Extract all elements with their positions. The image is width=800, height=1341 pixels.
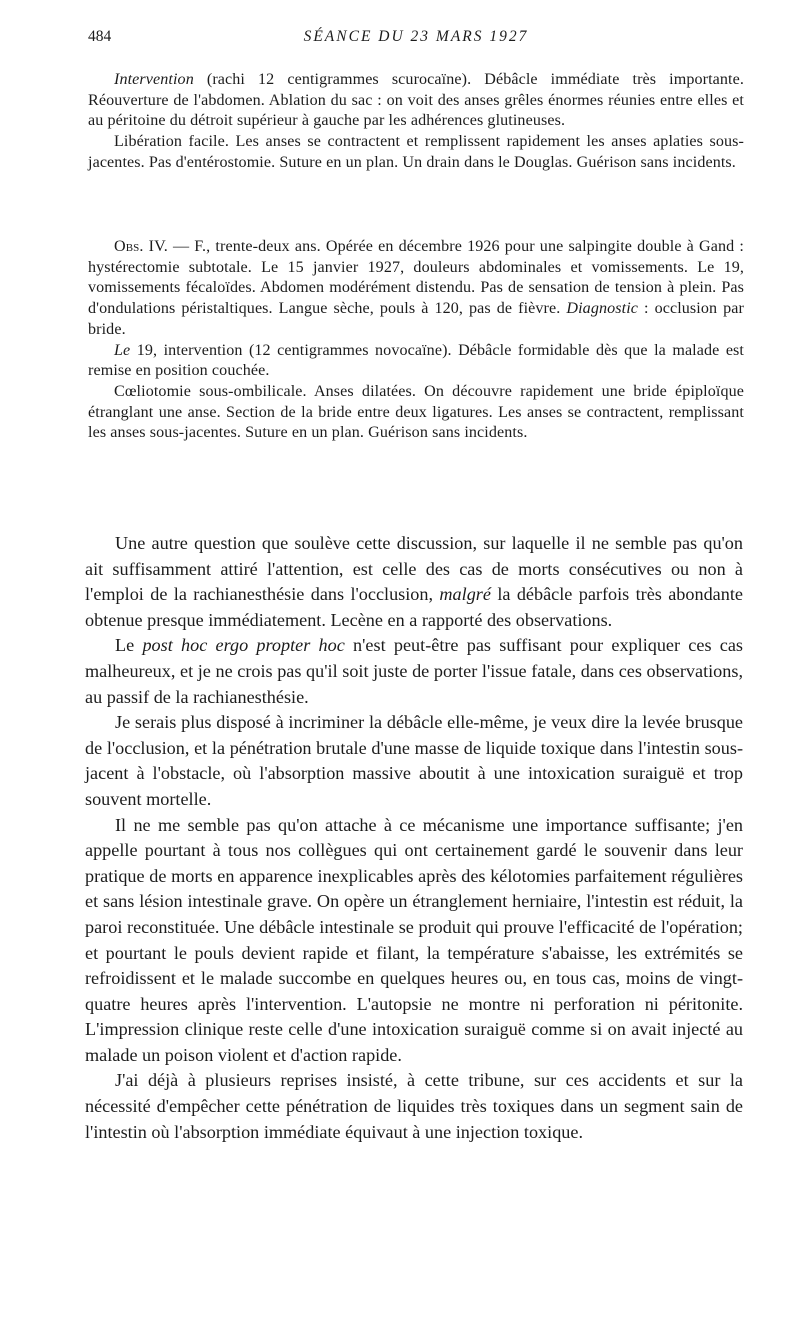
discussion-text-1a: Une autre question que soulève cette discussion, sur laquelle il ne semble pas qu'on ait suffisamment attiré l'attention, est celle des cas de morts consécutives ou non à l'emploi de la rachianesthésie dans l'occlusion,: [85, 533, 743, 605]
case-4-paragraph-1: [88, 237, 744, 341]
running-title: SÉANCE DU 23 MARS 1927: [303, 28, 529, 45]
malgre-italic: malgré: [439, 584, 491, 605]
discussion-paragraph-4: Il ne me semble pas qu'on attache à ce mécanisme une importance suffisante; j'en appelle pourtant à tous nos collègues qui ont certainement gardé le souvenir dans leur pratique de morts en apparence inexplicables après des kélotomies parfaitement régulières et sans lésion intestinale grave. On opère un étranglement herniaire, l'intestin est réduit, la paroi reconstituée. Une débâcle intestinale se produit qui prouve l'efficacité de l'opération; et pourtant le pouls devient rapide et filant, la température s'abaisse, les extrémités se refroidissent et le malade succombe en quelques heures ou, en tous cas, moins de vingt-quatre heures après l'intervention. L'autopsie ne montre ni perforation ni péritonite. L'impression clinique reste celle d'une intoxication suraiguë comme si on avait injecté au malade un poison violent et d'action rapide.: [85, 814, 743, 1065]
case-4-paragraph-3: Cœliotomie sous-ombilicale. Anses dilatées. On découvre rapidement une bride épiploïque étranglant une anse. Section de la bride entre deux ligatures. Les anses se contractent, remplissant les anses sous-jacentes. Suture en un plan. Guérison sans incidents.: [88, 382, 744, 442]
case-4-le-label: Le: [114, 341, 131, 359]
discussion-paragraph-5: J'ai déjà à plusieurs reprises insisté, à cette tribune, sur ces accidents et sur la nécessité d'empêcher cette pénétration de liquides très toxiques dans un segment sain de l'intestin où l'absorption immédiate équivaut à une injection toxique.: [85, 1070, 743, 1142]
case-4-text-2: 19, intervention (12 centigrammes novocaïne). Débâcle formidable dès que la malade est remise en position couchée.: [88, 341, 744, 380]
obs-text: — F., trente-deux ans. Opérée en décembre 1926 pour une salpingite double à Gand : hystérectomie subtotale. Le 15 janvier 1927, douleurs abdominales et vomissements. Le 19, vomissements fécaloïdes. Abdomen modérément distendu. Pas de sensation de tension à plein. Pas d'ondulations péristaltiques. Langue sèche, pouls à 120, pas de fièvre.: [88, 238, 744, 318]
diagnostic-text: : occlusion par bride.: [88, 300, 745, 338]
running-header: [88, 28, 744, 52]
discussion-text-1b: la débâcle parfois très abondante obtenue presque immédiatement. Lecène en a rapporté des observations.: [85, 584, 743, 630]
case-4-block: [88, 237, 744, 444]
discussion-paragraph-2: [85, 633, 743, 710]
case-3-text-1: (rachi 12 centigrammes scurocaïne). Débâcle immédiate très importante. Réouverture de l'abdomen. Ablation du sac : on voit des anses grêles énormes réunies entre elles et au péritoine du détroit supérieur à gauche par les adhérences glutineuses.: [88, 71, 744, 130]
discussion-text-2b: n'est peut-être pas suffisant pour expliquer ces cas malheureux, et je ne crois pas qu'il soit juste de porter l'issue fatale, dans ces observations, au passif de la rachianesthésie.: [85, 635, 743, 707]
case-3-block: [88, 70, 744, 174]
case-3-paragraph-2: Libération facile. Les anses se contractent et remplissent rapidement les anses aplaties sous-jacentes. Pas d'entérostomie. Suture en un plan. Un drain dans le Douglas. Guérison sans incidents.: [88, 133, 744, 171]
discussion-paragraph-1: [85, 531, 743, 633]
discussion-block: [85, 531, 743, 1145]
discussion-text-2a: Le: [115, 635, 143, 656]
obs-label: Obs. IV.: [114, 238, 168, 255]
latin-phrase: post hoc ergo propter hoc: [142, 635, 345, 656]
diagnostic-label: Diagnostic: [566, 300, 639, 318]
case-4-paragraph-2: [88, 341, 744, 382]
case-3-paragraph-1: [88, 70, 744, 132]
discussion-paragraph-3: Je serais plus disposé à incriminer la débâcle elle-même, je veux dire la levée brusque de l'occlusion, et la pénétration brutale d'une masse de liquide toxique dans l'intestin sous-jacent à l'obstacle, où l'absorption massive aboutit à une intoxication suraiguë et trop souvent mortelle.: [85, 712, 743, 809]
case-3-label: Intervention: [114, 71, 194, 88]
page-number: 484: [88, 28, 112, 45]
